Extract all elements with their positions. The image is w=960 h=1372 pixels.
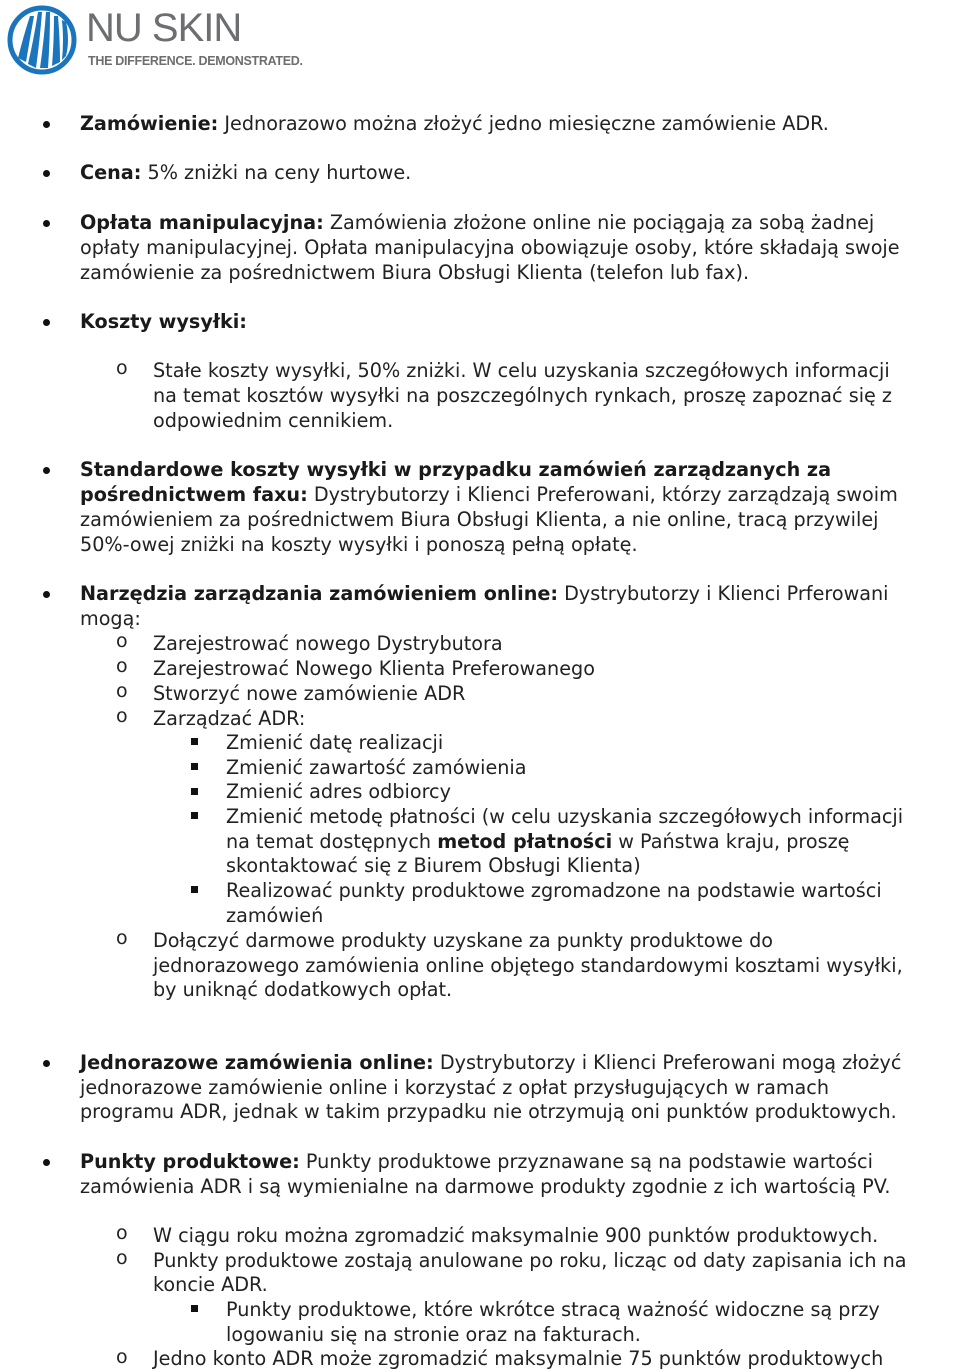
narzedzia-line2: mogą:	[80, 607, 141, 630]
item-label: Cena:	[80, 161, 142, 184]
punkty-subsub: Punkty produktowe, które wkrótce stracą ważność widoczne są przy	[226, 1298, 880, 1321]
bullet-marker	[43, 170, 50, 177]
punkty-sub: Jedno konto ADR może zgromadzić maksymalnie 75 punktów produktowych	[153, 1347, 884, 1370]
item-koszty	[80, 310, 247, 335]
narzedzia-subsub-cont: zamówień	[226, 904, 324, 927]
narzedzia-sub: Zarządzać ADR:	[153, 707, 306, 730]
circle-marker: o	[116, 630, 128, 652]
bullet-marker	[43, 1060, 50, 1067]
punkty-sub: W ciągu roku można zgromadzić maksymalnie 900 punktów produktowych.	[153, 1224, 879, 1247]
punkty-subsub-cont: logowaniu się na stronie oraz na fakturach.	[226, 1323, 641, 1346]
narzedzia-line1	[80, 582, 889, 607]
punkty-line2: zamówienia ADR i są wymienialne na darmowe produkty zgodnie z ich wartością PV.	[80, 1175, 891, 1198]
narzedzia-sub: Stworzyć nowe zamówienie ADR	[153, 682, 466, 705]
bullet-marker	[43, 1159, 50, 1166]
logo-tagline: THE DIFFERENCE. DEMONSTRATED.	[88, 54, 303, 68]
item-label: Zamówienie:	[80, 112, 219, 135]
circle-marker: o	[116, 1222, 128, 1244]
bullet-marker	[43, 121, 50, 128]
jednorazowe-line2: jednorazowe zamówienie online i korzystać z opłat przysługujących w ramach	[80, 1076, 829, 1099]
bullet-marker	[43, 467, 50, 474]
item-label: Standardowe koszty wysyłki w przypadku zamówień zarządzanych za	[80, 458, 832, 481]
logo-brand: NU SKIN	[86, 6, 242, 50]
circle-marker: o	[116, 705, 128, 727]
narzedzia-last: by uniknąć dodatkowych opłat.	[153, 978, 453, 1001]
square-marker	[191, 1305, 198, 1312]
jednorazowe-line3: programu ADR, jednak w takim przypadku nie otrzymują oni punktów produktowych.	[80, 1100, 897, 1123]
narzedzia-subsub-cont: skontaktować się z Biurem Obsługi Klienta)	[226, 854, 641, 877]
narzedzia-sub: Zarejestrować nowego Dystrybutora	[153, 632, 503, 655]
standardowe-line3: zamówieniem za pośrednictwem Biura Obsługi Klienta, a nie online, tracą przywilej	[80, 508, 879, 531]
punkty-line1	[80, 1150, 873, 1175]
circle-marker: o	[116, 1247, 128, 1269]
narzedzia-last: jednorazowego zamówienia online objętego standardowymi kosztami wysyłki,	[153, 954, 903, 977]
item-text: Punkty produktowe przyznawane są na podstawie wartości	[305, 1150, 873, 1173]
narzedzia-subsub: Zmienić datę realizacji	[226, 731, 444, 754]
item-oplata-line1	[80, 211, 874, 236]
narzedzia-sub: Zarejestrować Nowego Klienta Preferowanego	[153, 657, 595, 680]
item-bold: metod płatności	[437, 830, 613, 853]
item-label: Koszty wysyłki:	[80, 310, 247, 333]
item-cena	[80, 161, 411, 186]
item-text: Zamówienia złożone online nie pociągają za sobą żadnej	[329, 211, 875, 234]
item-label: Jednorazowe zamówienia online:	[80, 1051, 434, 1074]
item-label: pośrednictwem faxu:	[80, 483, 308, 506]
narzedzia-subsub: Zmienić zawartość zamówienia	[226, 756, 527, 779]
circle-marker: o	[116, 927, 128, 949]
punkty-sub: Punkty produktowe zostają anulowane po roku, licząc od daty zapisania ich na	[153, 1249, 907, 1272]
item-text: 5% zniżki na ceny hurtowe.	[147, 161, 412, 184]
bullet-marker	[43, 220, 50, 227]
item-text: w Państwa kraju, proszę	[618, 830, 850, 853]
item-text: Dystrybutorzy i Klienci Preferowani, którzy zarządzają swoim	[313, 483, 898, 506]
narzedzia-last: Dołączyć darmowe produkty uzyskane za punkty produktowe do	[153, 929, 773, 952]
standardowe-label-line1	[80, 458, 831, 483]
square-marker	[191, 738, 198, 745]
standardowe-line4: 50%-owej zniżki na koszty wysyłki i ponoszą pełną opłatę.	[80, 533, 638, 556]
narzedzia-subsub: Realizować punkty produktowe zgromadzone na podstawie wartości	[226, 879, 882, 902]
standardowe-line2	[80, 483, 898, 508]
square-marker	[191, 886, 198, 893]
square-marker	[191, 763, 198, 770]
jednorazowe-line1	[80, 1051, 901, 1076]
square-marker	[191, 788, 198, 795]
bullet-marker	[43, 319, 50, 326]
item-text: Dystrybutorzy i Klienci Prferowani	[564, 582, 889, 605]
circle-marker: o	[116, 357, 128, 379]
item-oplata-line3: zamówienie za pośrednictwem Biura Obsługi Klienta (telefon lub fax).	[80, 261, 750, 284]
item-label: Opłata manipulacyjna:	[80, 211, 324, 234]
circle-marker: o	[116, 655, 128, 677]
narzedzia-subsub-cont	[226, 830, 849, 855]
narzedzia-subsub: Zmienić adres odbiorcy	[226, 780, 451, 803]
item-text: Dystrybutorzy i Klienci Preferowani mogą złożyć	[439, 1051, 902, 1074]
narzedzia-subsub: Zmienić metodę płatności (w celu uzyskania szczegółowych informacji	[226, 805, 904, 828]
circle-marker: o	[116, 680, 128, 702]
koszty-sub-line1: Stałe koszty wysyłki, 50% zniżki. W celu uzyskania szczegółowych informacji	[153, 359, 890, 382]
item-label: Narzędzia zarządzania zamówieniem online:	[80, 582, 559, 605]
koszty-sub-line3: odpowiednim cennikiem.	[153, 409, 394, 432]
circle-marker: o	[116, 1346, 128, 1368]
bullet-marker	[43, 591, 50, 598]
item-label: Punkty produktowe:	[80, 1150, 300, 1173]
nu-skin-logo	[4, 4, 314, 76]
punkty-sub-cont: koncie ADR.	[153, 1273, 268, 1296]
item-text: Jednorazowo można złożyć jedno miesięczne zamówienie ADR.	[224, 112, 829, 135]
item-oplata-line2: opłaty manipulacyjnej. Opłata manipulacyjna obowiązuje osoby, które składają swoje	[80, 236, 900, 259]
item-zamowienie	[80, 112, 829, 137]
koszty-sub-line2: na temat kosztów wysyłki na poszczególnych rynkach, proszę zapoznać się z	[153, 384, 892, 407]
square-marker	[191, 812, 198, 819]
item-text: na temat dostępnych	[226, 830, 432, 853]
